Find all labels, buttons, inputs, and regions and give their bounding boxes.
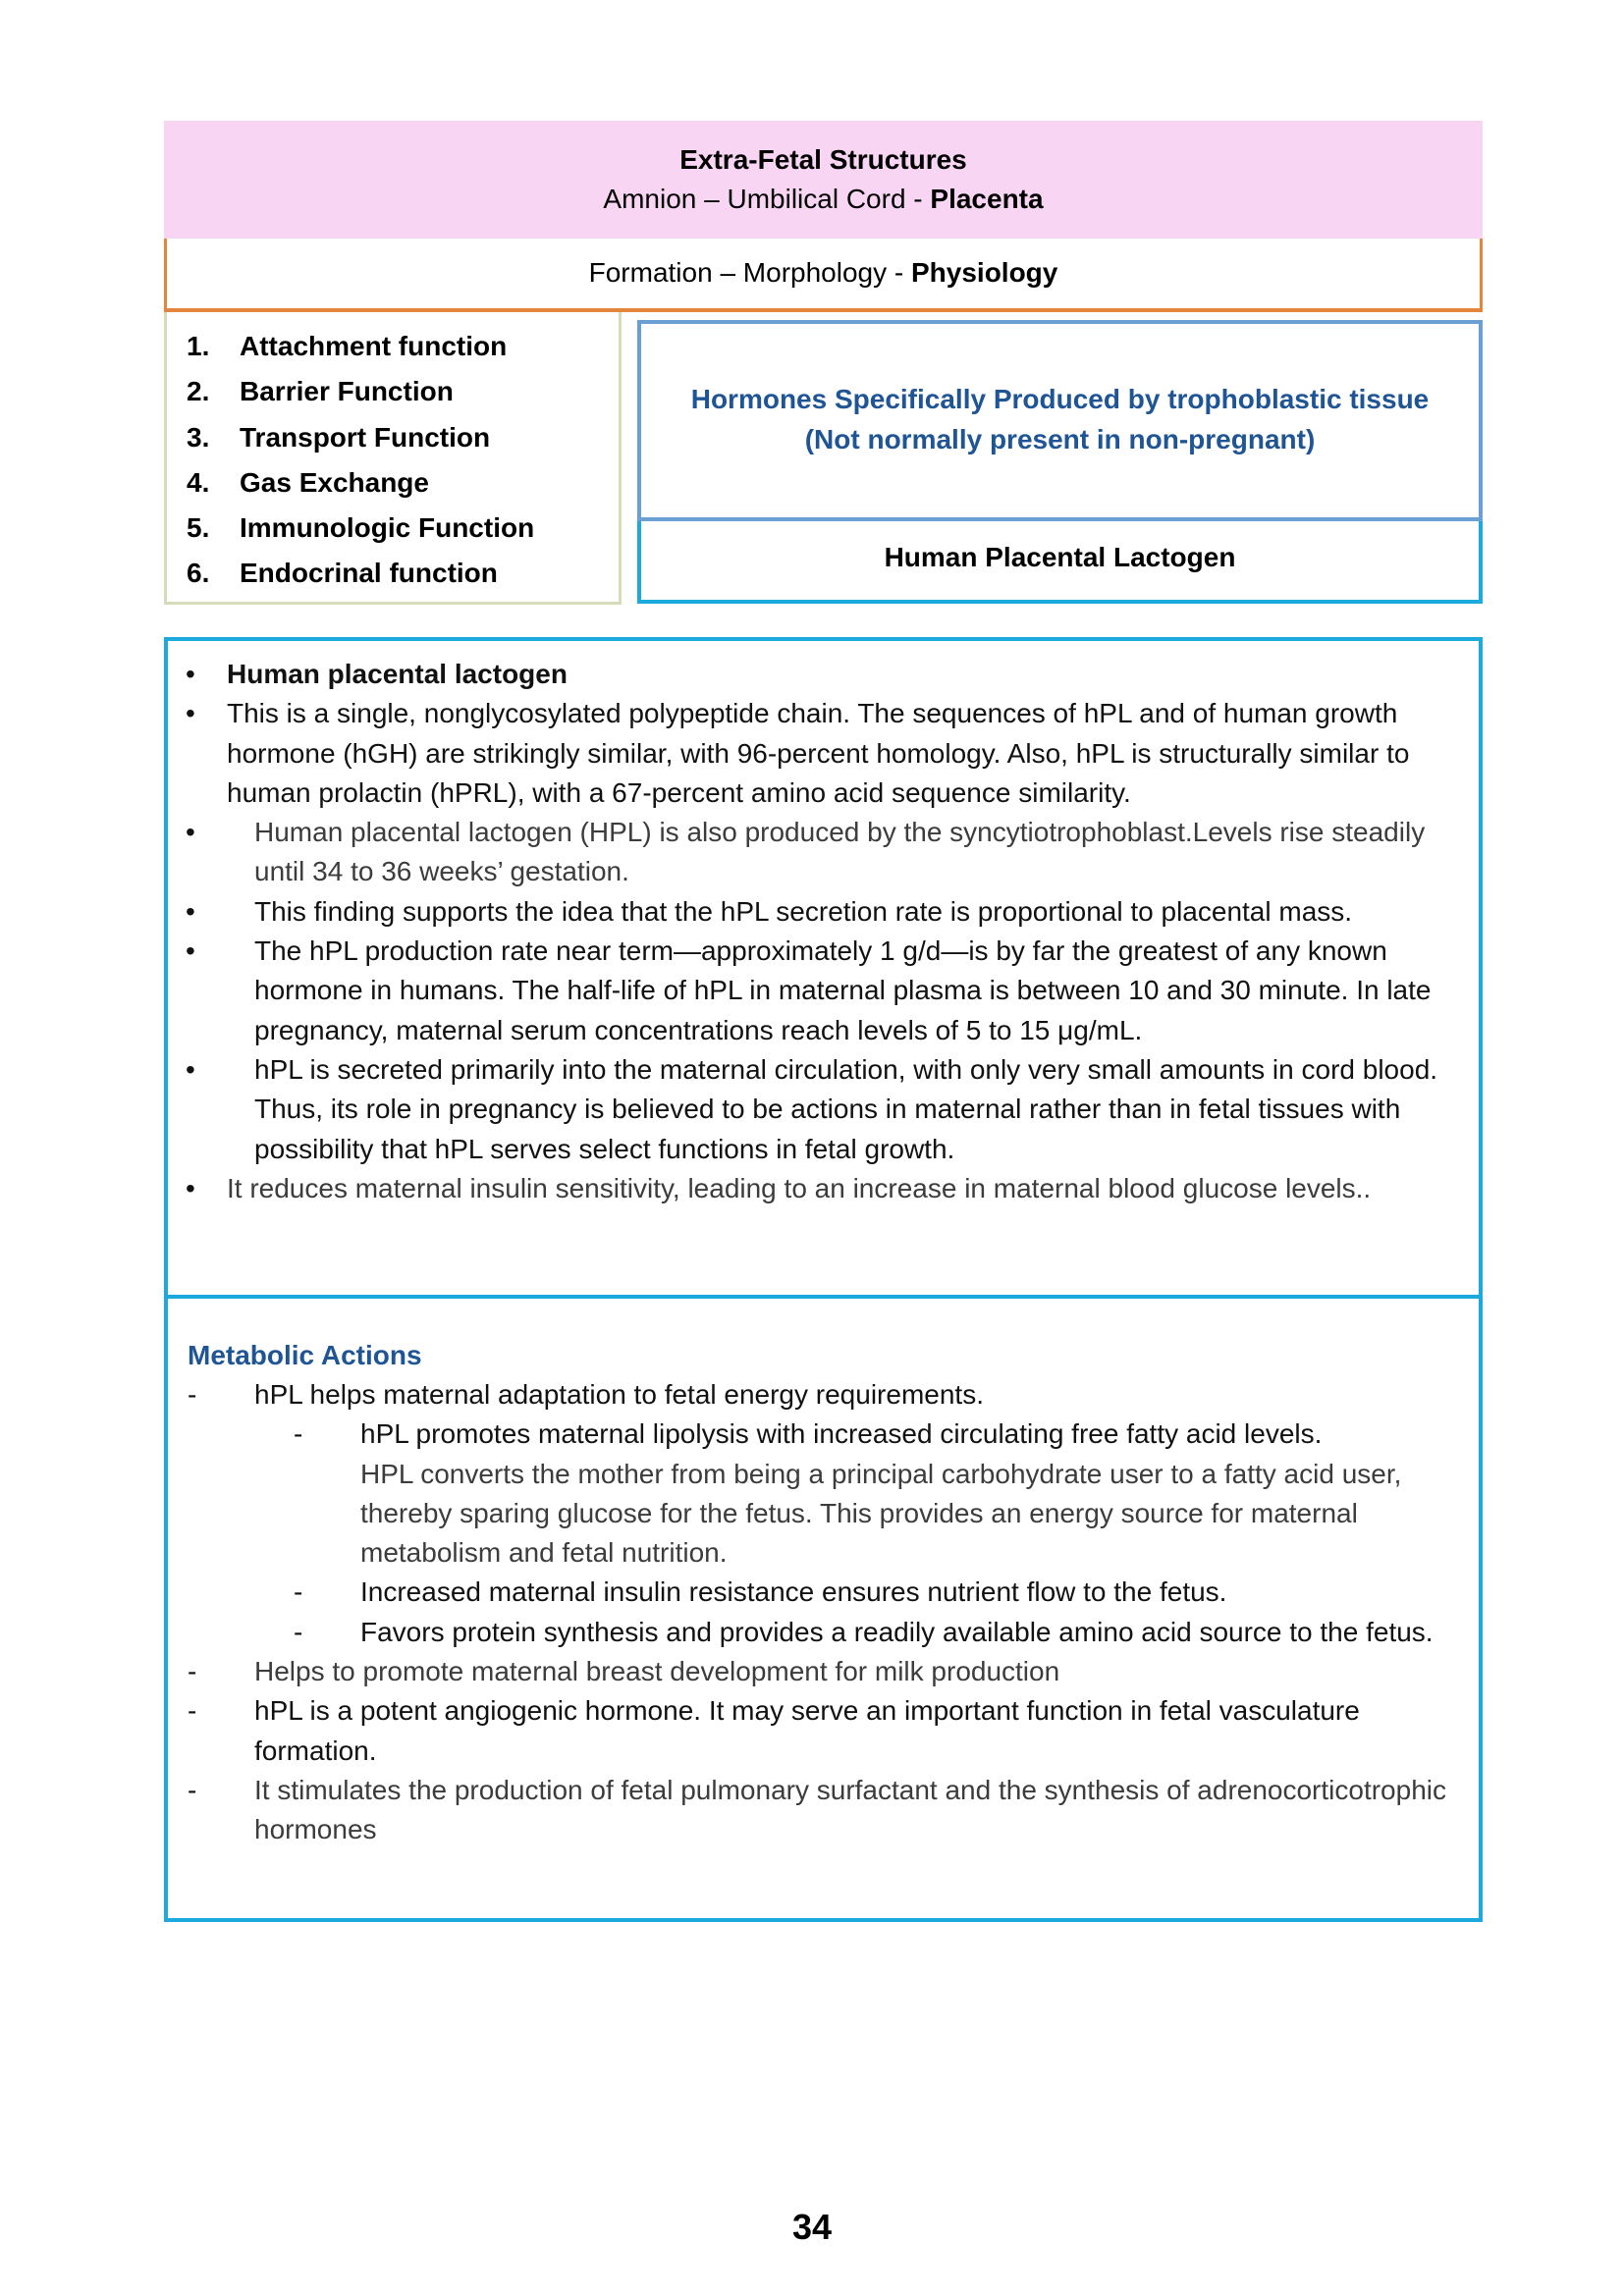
bullet-icon: • xyxy=(186,895,195,927)
function-label: Transport Function xyxy=(240,421,491,453)
hpl-overview-section xyxy=(168,641,1479,1299)
bullet-text: This is a single, nonglycosylated polypeptide chain. The sequences of hPL and of human growth hormone (hGH) are strikingly similar, with 96-percent homology. Also, hPL is structurally similar to human prolactin (hPRL), with a 67-percent amino acid sequence similarity. xyxy=(227,698,1410,808)
dash-text-wrap xyxy=(168,1415,1479,1573)
dash-subitem xyxy=(168,1573,1479,1612)
function-number: 3. xyxy=(187,421,210,453)
subheader-plain: Formation – Morphology - xyxy=(588,257,911,288)
function-number: 6. xyxy=(187,558,210,589)
dash-text: Helps to promote maternal breast development for milk production xyxy=(254,1656,1060,1687)
function-label: Endocrinal function xyxy=(240,558,498,589)
dash-icon: - xyxy=(294,1576,303,1608)
header-subtitle xyxy=(164,180,1483,219)
bullet-item xyxy=(168,813,1479,892)
dash-item xyxy=(168,1375,1479,1415)
bullet-item xyxy=(168,1050,1479,1169)
function-number: 1. xyxy=(187,331,210,361)
function-item xyxy=(187,324,619,369)
function-label: Immunologic Function xyxy=(240,512,535,544)
function-item xyxy=(187,415,619,460)
hormone-description xyxy=(637,320,1483,521)
function-number: 2. xyxy=(187,376,210,407)
functions-list xyxy=(187,324,619,597)
bullet-item xyxy=(168,694,1479,813)
hpl-bullet-list xyxy=(168,655,1479,1208)
bullet-icon: • xyxy=(186,659,195,689)
dash-item xyxy=(168,1691,1479,1771)
metabolic-actions-list xyxy=(168,1375,1479,1850)
bullet-icon: • xyxy=(186,817,195,848)
bullet-text: hPL is secreted primarily into the maternal circulation, with only very small amounts in cord blood. Thus, its role in pregnancy is believed to be actions in maternal rather than in fetal tissues with possibility that hPL serves select functions in fetal growth. xyxy=(254,1053,1438,1164)
hormone-name: Human Placental Lactogen xyxy=(637,521,1483,604)
hormone-description-line2: (Not normally present in non-pregnant) xyxy=(804,424,1316,454)
bullet-icon: • xyxy=(186,935,195,967)
function-item xyxy=(187,460,619,506)
bullet-item xyxy=(168,892,1479,932)
bullet-icon: • xyxy=(186,1053,195,1085)
dash-icon: - xyxy=(188,1695,197,1727)
metabolic-actions-title: Metabolic Actions xyxy=(188,1340,422,1370)
dash-subitem xyxy=(168,1415,1479,1573)
page-number: 34 xyxy=(791,2207,833,2247)
dash-text: Favors protein synthesis and provides a readily available amino acid source to the fetus. xyxy=(360,1616,1434,1647)
subheader-bold: Physiology xyxy=(910,257,1058,288)
function-item xyxy=(187,369,619,414)
header-band xyxy=(164,121,1483,239)
dash-text: Increased maternal insulin resistance ensures nutrient flow to the fetus. xyxy=(360,1576,1227,1608)
dash-icon: - xyxy=(188,1774,197,1805)
header-title: Extra-Fetal Structures xyxy=(679,144,967,175)
dash-continuation-text: HPL converts the mother from being a principal carbohydrate user to a fatty acid user, thereby sparing glucose for the fetus. This provides an energy source for maternal metabolism and fetal nutrition. xyxy=(360,1458,1402,1569)
bullet-icon: • xyxy=(186,1172,195,1203)
function-item xyxy=(187,551,619,596)
dash-icon: - xyxy=(294,1418,303,1450)
dash-item xyxy=(168,1652,1479,1691)
bullet-text: Human placental lactogen (HPL) is also produced by the syncytiotrophoblast.Levels rise steadily until 34 to 36 weeks’ gestation. xyxy=(254,817,1426,887)
dash-text: hPL helps maternal adaptation to fetal energy requirements. xyxy=(254,1379,984,1410)
function-label: Attachment function xyxy=(240,331,508,361)
dash-icon: - xyxy=(188,1379,197,1410)
bullet-item xyxy=(168,655,1479,694)
bullet-icon: • xyxy=(186,698,195,729)
subheader xyxy=(164,239,1483,312)
function-number: 5. xyxy=(187,512,210,544)
dash-icon: - xyxy=(294,1616,303,1647)
bullet-item xyxy=(168,1169,1479,1208)
function-label: Gas Exchange xyxy=(240,466,429,498)
dash-text: It stimulates the production of fetal pulmonary surfactant and the synthesis of adrenocorticotrophic hormones xyxy=(254,1774,1446,1845)
functions-list-box xyxy=(164,312,622,605)
bullet-text: The hPL production rate near term—approximately 1 g/d—is by far the greatest of any known hormone in humans. The half-life of hPL in maternal plasma is between 10 and 30 minute. In late pregnancy, maternal serum concentrations reach levels of 5 to 15 μg/mL. xyxy=(254,935,1432,1045)
bullet-text: Human placental lactogen xyxy=(227,659,568,689)
function-label: Barrier Function xyxy=(240,376,454,407)
dash-icon: - xyxy=(188,1656,197,1687)
header-subtitle-bold: Placenta xyxy=(930,184,1044,214)
function-item xyxy=(187,506,619,551)
dash-subitem xyxy=(168,1613,1479,1652)
header-subtitle-plain: Amnion – Umbilical Cord - xyxy=(603,184,931,214)
bullet-text: This finding supports the idea that the hPL secretion rate is proportional to placental mass. xyxy=(254,895,1353,927)
hormone-description-line1: Hormones Specifically Produced by trophoblastic tissue xyxy=(690,384,1430,414)
bullet-text: It reduces maternal insulin sensitivity, leading to an increase in maternal blood glucose levels.. xyxy=(227,1172,1372,1203)
bullet-item xyxy=(168,932,1479,1050)
dash-item xyxy=(168,1771,1479,1850)
function-number: 4. xyxy=(187,466,210,498)
main-content-box xyxy=(164,637,1483,1922)
hormone-box xyxy=(637,320,1483,604)
dash-text: hPL promotes maternal lipolysis with increased circulating free fatty acid levels. xyxy=(360,1418,1323,1450)
dash-text: hPL is a potent angiogenic hormone. It may serve an important function in fetal vasculature formation. xyxy=(254,1695,1360,1766)
